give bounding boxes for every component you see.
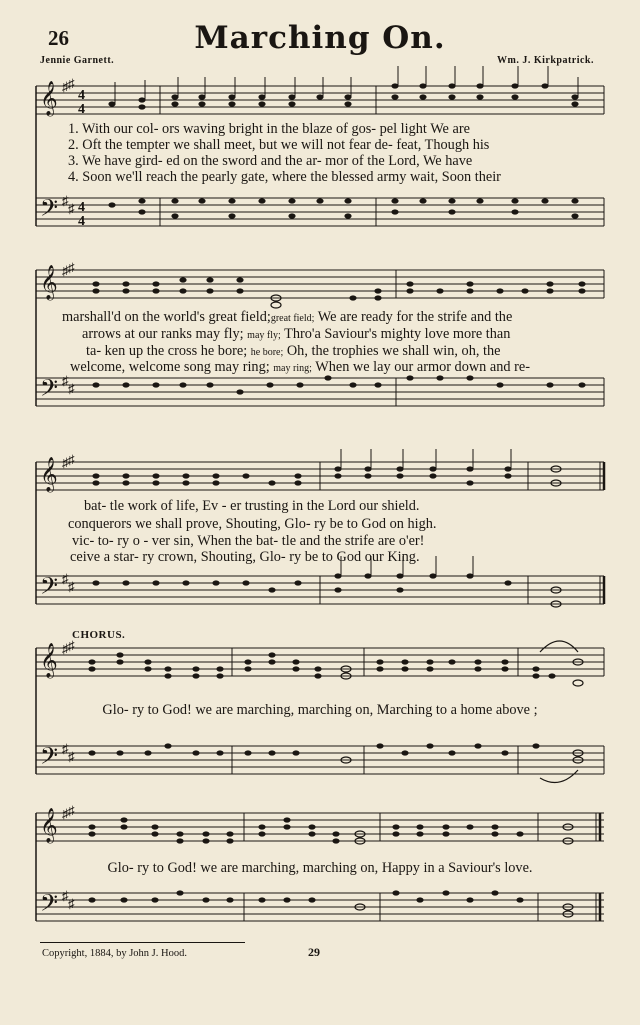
svg-text:♯: ♯: [62, 571, 69, 586]
chorus-line: Glo- ry to God! we are marching, marching on, Marching to a home above ;: [102, 702, 538, 718]
svg-text:𝄢: 𝄢: [40, 889, 59, 922]
svg-text:♯: ♯: [68, 579, 75, 594]
svg-text:♯: ♯: [68, 803, 75, 818]
svg-text:♯: ♯: [68, 896, 75, 911]
svg-text:♯: ♯: [62, 888, 69, 903]
verse-line: bat- tle work of life, Ev - er trusting in the Lord our shield.: [84, 498, 420, 514]
svg-text:𝄢: 𝄢: [40, 194, 59, 227]
svg-text:♯: ♯: [68, 76, 75, 91]
verse-line: ceive a star- ry crown, Shouting, Glo- ry be to God our King.: [70, 549, 420, 565]
verse-line: welcome, welcome song may ring; may ring; When we lay our armor down and re-: [70, 359, 530, 375]
lyricist-credit: Jennie Garnett.: [40, 55, 115, 66]
verse-line: conquerors we shall prove, Shouting, Glo- ry be to God on high.: [68, 516, 437, 532]
svg-text:4: 4: [78, 88, 85, 103]
svg-text:♯: ♯: [62, 263, 69, 278]
copyright-notice: Copyright, 1884, by John J. Hood.: [42, 948, 187, 959]
hymn-title: Marching On.: [194, 20, 446, 56]
footer-rule: [40, 942, 245, 943]
verse-line: 3. We have gird- ed on the sword and the ar- mor of the Lord, We have: [68, 153, 473, 169]
svg-text:♯: ♯: [68, 638, 75, 653]
svg-text:𝄞: 𝄞: [40, 808, 58, 843]
svg-text:𝄞: 𝄞: [40, 457, 58, 492]
svg-text:♯: ♯: [68, 452, 75, 467]
chorus-line: Glo- ry to God! we are marching, marching on, Happy in a Saviour's love.: [107, 860, 533, 876]
svg-text:♯: ♯: [62, 741, 69, 756]
verse-line: 4. Soon we'll reach the pearly gate, where the blessed army wait, Soon their: [68, 169, 501, 185]
svg-text:𝄞: 𝄞: [40, 643, 58, 678]
verse-line: arrows at our ranks may fly; may fly; Thro'a Saviour's mighty love more than: [82, 326, 511, 342]
svg-text:𝄢: 𝄢: [40, 572, 59, 605]
svg-text:♯: ♯: [68, 749, 75, 764]
page-number: 26: [48, 26, 69, 50]
svg-text:♯: ♯: [62, 79, 69, 94]
svg-text:♯: ♯: [68, 381, 75, 396]
svg-text:𝄞: 𝄞: [40, 265, 58, 300]
svg-text:♯: ♯: [62, 806, 69, 821]
composer-credit: Wm. J. Kirkpatrick.: [497, 55, 594, 66]
svg-text:𝄢: 𝄢: [40, 742, 59, 775]
svg-text:♯: ♯: [62, 455, 69, 470]
verse-line: marshall'd on the world's great field;great field; We are ready for the strife and the: [62, 309, 513, 325]
verse-line: 1. With our col- ors waving bright in the blaze of gos- pel light We are: [68, 121, 470, 137]
verse-line: 2. Oft the tempter we shall meet, but we will not fear de- feat, Though his: [68, 137, 490, 153]
svg-text:𝄢: 𝄢: [40, 374, 59, 407]
chorus-label: CHORUS.: [72, 629, 126, 641]
footer-page-number: 29: [308, 945, 320, 959]
svg-text:𝄞: 𝄞: [40, 81, 58, 116]
svg-text:♯: ♯: [68, 260, 75, 275]
svg-text:♯: ♯: [62, 373, 69, 388]
verse-line: vic- to- ry o - ver sin, When the bat- tle and the strife are o'er!: [72, 533, 425, 549]
verse-line: ta- ken up the cross he bore; he bore; Oh, the trophies we shall win, oh, the: [86, 343, 501, 359]
svg-text:4: 4: [78, 102, 85, 117]
svg-text:4: 4: [78, 214, 85, 229]
svg-text:♯: ♯: [62, 193, 69, 208]
svg-text:4: 4: [78, 200, 85, 215]
svg-text:♯: ♯: [62, 641, 69, 656]
svg-text:♯: ♯: [68, 201, 75, 216]
